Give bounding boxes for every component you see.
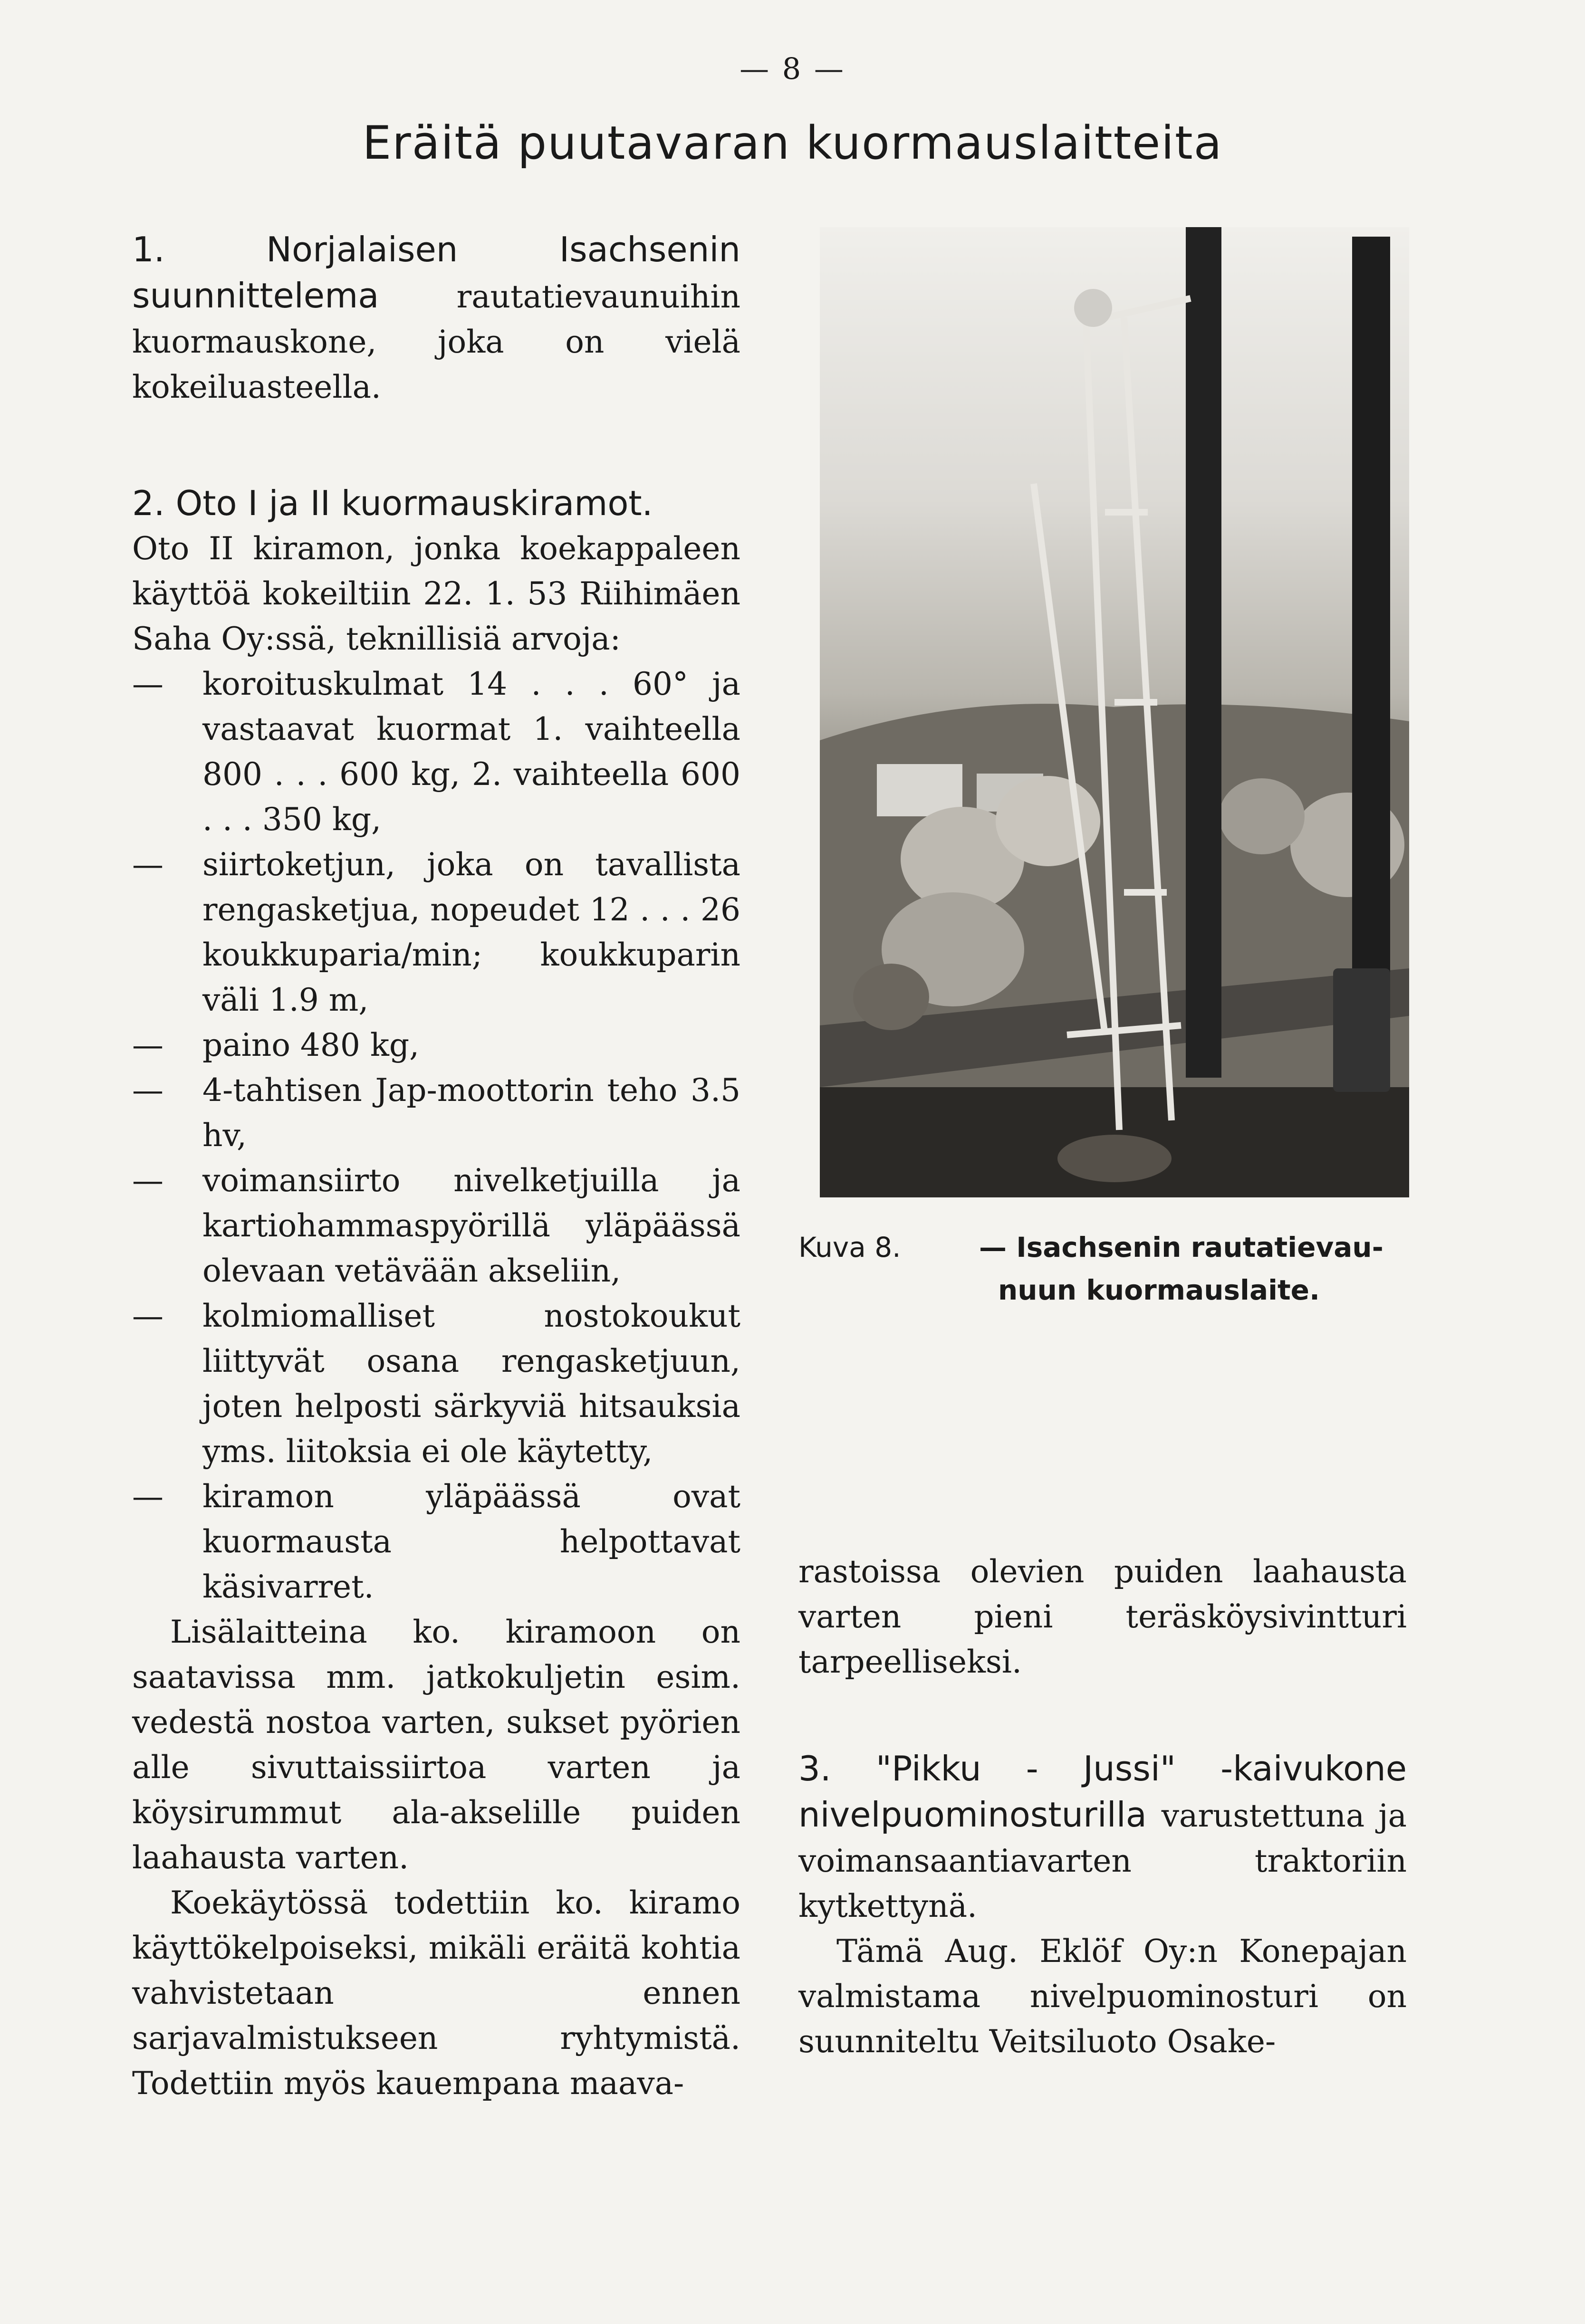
section-3 (798, 1746, 1407, 1929)
continued-text: rastoissa olevien puiden laahausta varten pieni teräsköysivintturi tarpeelliseksi. (798, 1553, 1407, 1680)
section-1 (132, 227, 740, 410)
figure-caption-line1: — Isachsenin rautatievau- (979, 1231, 1383, 1263)
trial-paragraph: Koekäytössä todettiin ko. kiramo käyttökelpoiseksi, mikäli eräitä kohtia vahvistetaan ennen sarjavalmistukseen ryhtymistä. Todettiin myös kauempana maava- (132, 1884, 740, 2102)
spec-item: — siirtoketjun, joka on tavallista rengasketjua, nopeudet 12 . . . 26 koukkuparia/min; koukkuparin väli 1.9 m, (132, 842, 740, 1023)
accessories-paragraph: Lisälaitteina ko. kiramoon on saatavissa mm. jatkokuljetin esim. vedestä nostoa varten, sukset pyörien alle sivuttaissiirtoa varten ja köysirummut ala-akselille puiden laahausta varten. (132, 1614, 740, 1876)
section-2-intro: Oto II kiramon, jonka koekappaleen käyttöä kokeiltiin 22. 1. 53 Riihimäen Saha Oy:ssä, teknillisiä arvoja: (132, 530, 740, 657)
right-column (798, 1549, 1407, 2064)
figure-label: Kuva 8. (798, 1231, 901, 1263)
figure-caption-line2: nuun kuormauslaite. (998, 1274, 1320, 1306)
left-column (132, 227, 740, 2106)
spec-item: — koroituskulmat 14 . . . 60° ja vastaavat kuormat 1. vaihteella 800 . . . 600 kg, 2. vaihteella 600 . . . 350 kg, (132, 661, 740, 842)
spec-item: — paino 480 kg, (132, 1023, 740, 1068)
spec-item: — 4-tahtisen Jap-moottorin teho 3.5 hv, (132, 1068, 740, 1158)
spec-item: — kolmiomalliset nostokoukut liittyvät osana rengasketjuun, joten helposti särkyviä hitsauksia yms. liitoksia ei ole käytetty, (132, 1293, 740, 1474)
loader-photo-illustration (820, 227, 1409, 1197)
section-2-heading: 2. Oto I ja II kuormauskiramot. (132, 483, 653, 523)
section-3-paragraph: Tämä Aug. Eklöf Oy:n Konepajan valmistama nivelpuominosturi on suunniteltu Veitsiluoto Osake- (798, 1933, 1407, 2060)
section-1-text: rautatievaunuihin kuormauskone, joka on vielä kokeiluasteella. (132, 278, 740, 405)
section-1-heading: 1. Norjalaisen Isachsenin suunnittelema (132, 230, 740, 316)
figure-photo (820, 227, 1409, 1197)
page-title: Eräitä puutavaran kuormauslaitteita (362, 116, 1223, 170)
spec-item: — kiramon yläpäässä ovat kuormausta helpottavat käsivarret. (132, 1474, 740, 1609)
spec-item: — voimansiirto nivelketjuilla ja kartiohammaspyörillä yläpäässä olevaan vetävään akseliin, (132, 1158, 740, 1293)
figure-caption (798, 1226, 1416, 1311)
page-number: — 8 — (740, 51, 845, 86)
spec-list (132, 661, 740, 1609)
section-3-text: varustettuna ja voimansaantiavarten traktoriin kytkettynä. (798, 1798, 1407, 1924)
section-3-heading: 3. "Pikku - Jussi" -kaivukone nivelpuominosturilla (798, 1749, 1407, 1835)
